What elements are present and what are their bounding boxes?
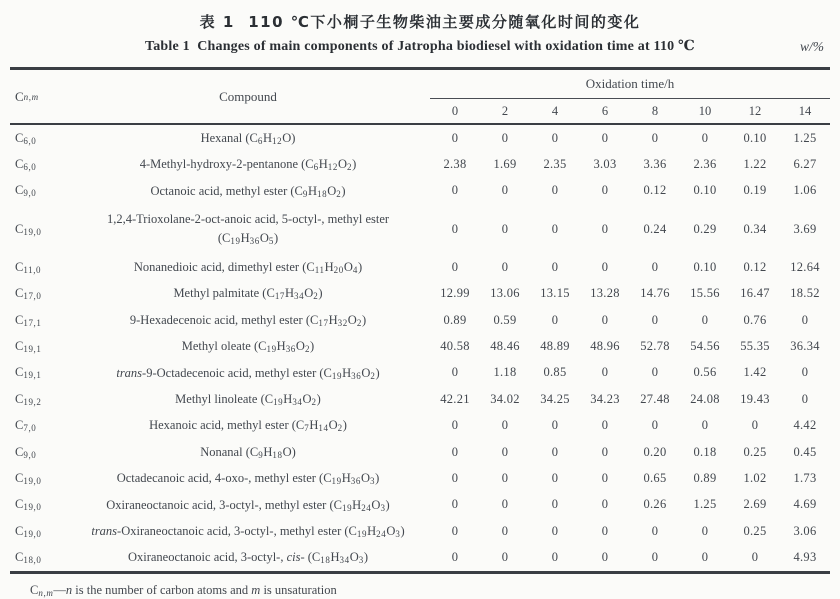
cell-value-8h: 0 <box>651 365 659 380</box>
cell-value-2h: 1.69 <box>493 157 517 172</box>
cell-value-0h: 0 <box>451 221 459 236</box>
cell-value-14h: 4.69 <box>793 497 817 512</box>
cell-value-4h: 0 <box>551 418 559 433</box>
cell-value-14h: 4.42 <box>793 418 817 433</box>
cell-compound: Nonanedioic acid, dimethyl ester $(C_{11}H_{20}O_4)$ <box>133 259 363 275</box>
cell-value-2h: 0 <box>501 470 509 485</box>
header-oxidation-time: Oxidation time/h <box>430 70 830 99</box>
cell-value-8h: 0.65 <box>643 470 667 485</box>
cell-value-0h: 0 <box>451 365 459 380</box>
cell-value-6h: 0 <box>601 444 609 459</box>
table-row <box>10 333 830 359</box>
cell-value-10h: 54.56 <box>690 339 720 354</box>
cell-value-0h: 0.89 <box>443 312 467 327</box>
cell-value-10h: 0 <box>701 523 709 538</box>
header-time-8: 8 <box>651 103 659 118</box>
header-oxidation-group <box>430 70 830 123</box>
cell-value-0h: 0 <box>451 418 459 433</box>
cell-value-2h: 0.59 <box>493 312 517 327</box>
cell-value-14h: 3.06 <box>793 523 817 538</box>
cell-value-14h: 18.52 <box>790 286 820 301</box>
cell-value-14h: 6.27 <box>793 157 817 172</box>
header-time-2: 2 <box>501 103 509 118</box>
cell-value-12h: 0.10 <box>743 130 767 145</box>
cell-value-10h: 0.56 <box>693 365 717 380</box>
cell-value-12h: 0.34 <box>743 221 767 236</box>
cell-value-4h: 0 <box>551 444 559 459</box>
table-row <box>10 386 830 412</box>
cell-value-12h: 19.43 <box>740 391 770 406</box>
cell-value-6h: 48.96 <box>590 339 620 354</box>
cell-value-8h: 0 <box>651 550 659 565</box>
cell-value-4h: 0 <box>551 470 559 485</box>
cell-value-0h: 0 <box>451 523 459 538</box>
cell-value-12h: 2.69 <box>743 497 767 512</box>
cell-value-10h: 0 <box>701 130 709 145</box>
cell-cnm: $C_{6,0}$ <box>15 130 37 146</box>
cell-cnm: $C_{19,1}$ <box>15 339 42 355</box>
cell-value-4h: 0 <box>551 130 559 145</box>
cell-value-12h: 0.25 <box>743 444 767 459</box>
table-row <box>10 204 830 254</box>
cell-value-10h: 24.08 <box>690 391 720 406</box>
cell-value-2h: 0 <box>501 550 509 565</box>
cell-cnm: $C_{19,0}$ <box>15 523 42 539</box>
table-row <box>10 413 830 439</box>
cell-value-8h: 0 <box>651 312 659 327</box>
cell-value-0h: 0 <box>451 470 459 485</box>
table-title-en: Table 1 Changes of main components of Jatropha biodiesel with oxidation time at 110 ℃ <box>144 39 696 54</box>
header-time-6: 6 <box>601 103 609 118</box>
cell-value-14h: 4.93 <box>793 550 817 565</box>
cell-value-12h: 1.42 <box>743 365 767 380</box>
cell-compound: Hexanal $(C_6H_{12}O)$ <box>200 130 296 146</box>
cell-value-6h: 0 <box>601 312 609 327</box>
cell-cnm: $C_{6,0}$ <box>15 157 37 173</box>
cell-value-4h: 13.15 <box>540 286 570 301</box>
cell-compound: Octadecanoic acid, 4-oxo-, methyl ester $(C_{19}H_{36}O_3)$ <box>116 471 380 487</box>
header-time-0: 0 <box>451 103 459 118</box>
cell-value-14h: 0 <box>801 365 809 380</box>
table-row <box>10 544 830 570</box>
cell-compound: 1,2,4-Trioxolane-2-oct-anoic acid, 5-octyl-, methyl ester $(C_{19}H_{36}O_5)$ <box>106 212 390 247</box>
cell-compound: Nonanal $(C_9H_{18}O)$ <box>200 444 296 460</box>
cell-value-8h: 0 <box>651 130 659 145</box>
cell-value-6h: 0 <box>601 365 609 380</box>
cell-value-10h: 15.56 <box>690 286 720 301</box>
cell-compound: 9-Hexadecenoic acid, methyl ester $(C_{17}H_{32}O_2)$ <box>129 312 367 328</box>
cell-value-14h: 1.06 <box>793 183 817 198</box>
header-time-10: 10 <box>698 103 712 118</box>
cell-value-0h: 2.38 <box>443 157 467 172</box>
cell-value-4h: 0 <box>551 497 559 512</box>
table-row <box>10 465 830 491</box>
cell-value-2h: 0 <box>501 221 509 236</box>
cell-value-8h: 0.12 <box>643 183 667 198</box>
cell-compound: Methyl palmitate $(C_{17}H_{34}O_2)$ <box>173 286 323 302</box>
cell-value-2h: 0 <box>501 130 509 145</box>
cell-value-4h: 0 <box>551 259 559 274</box>
cell-value-14h: 1.25 <box>793 130 817 145</box>
cell-value-2h: 13.06 <box>490 286 520 301</box>
cell-value-14h: 0 <box>801 312 809 327</box>
cell-cnm: $C_{18,0}$ <box>15 550 42 566</box>
cell-value-0h: 0 <box>451 259 459 274</box>
cell-value-12h: 1.22 <box>743 157 767 172</box>
cell-value-0h: 42.21 <box>440 391 470 406</box>
cell-value-2h: 34.02 <box>490 391 520 406</box>
cell-compound: Methyl linoleate $(C_{19}H_{34}O_2)$ <box>175 391 321 407</box>
cell-value-2h: 0 <box>501 259 509 274</box>
cell-value-12h: 16.47 <box>740 286 770 301</box>
cell-value-10h: 0 <box>701 312 709 327</box>
table-header <box>10 70 830 125</box>
cell-value-8h: 0 <box>651 523 659 538</box>
cell-value-14h: 36.34 <box>790 339 820 354</box>
cell-value-0h: 0 <box>451 497 459 512</box>
cell-value-4h: 34.25 <box>540 391 570 406</box>
cell-value-2h: 1.18 <box>493 365 517 380</box>
cell-value-10h: 0.10 <box>693 259 717 274</box>
cell-value-2h: 0 <box>501 444 509 459</box>
cell-value-6h: 0 <box>601 221 609 236</box>
data-table <box>10 67 830 574</box>
table-row <box>10 492 830 518</box>
header-time-4: 4 <box>551 103 559 118</box>
cell-value-14h: 12.64 <box>790 259 820 274</box>
header-time-14: 14 <box>798 103 812 118</box>
table-title-zh: 表 1 110 ℃下小桐子生物柴油主要成分随氧化时间的变化 <box>199 13 641 31</box>
cell-cnm: $C_{7,0}$ <box>15 418 37 434</box>
cell-value-10h: 0.89 <box>693 470 717 485</box>
cell-value-10h: 0 <box>701 550 709 565</box>
cell-value-0h: 12.99 <box>440 286 470 301</box>
cell-cnm: $C_{17,0}$ <box>15 286 42 302</box>
cell-cnm: $C_{19,0}$ <box>15 497 42 513</box>
cell-value-8h: 52.78 <box>640 339 670 354</box>
table-row <box>10 125 830 151</box>
cell-value-6h: 34.23 <box>590 391 620 406</box>
table-footnote: $C_{n,m}—n$ is the number of carbon atoms and m is unsaturation <box>30 582 337 598</box>
cell-value-0h: 40.58 <box>440 339 470 354</box>
cell-value-6h: 0 <box>601 470 609 485</box>
cell-value-14h: 0.45 <box>793 444 817 459</box>
cell-value-8h: 0 <box>651 259 659 274</box>
cell-cnm: $C_{19,1}$ <box>15 365 42 381</box>
cell-value-8h: 27.48 <box>640 391 670 406</box>
cell-value-12h: 0.19 <box>743 183 767 198</box>
cell-cnm: $C_{19,2}$ <box>15 391 42 407</box>
cell-value-6h: 0 <box>601 497 609 512</box>
cell-value-6h: 0 <box>601 550 609 565</box>
header-compound: Compound <box>219 88 277 104</box>
cell-compound: Oxiraneoctanoic acid, 3-octyl-, methyl ester $(C_{19}H_{24}O_3)$ <box>106 497 390 513</box>
cell-cnm: $C_{19,0}$ <box>15 221 42 237</box>
cell-value-2h: 0 <box>501 418 509 433</box>
cell-value-14h: 1.73 <box>793 470 817 485</box>
cell-value-4h: 2.35 <box>543 157 567 172</box>
cell-value-2h: 0 <box>501 523 509 538</box>
header-time-columns <box>430 99 830 123</box>
cell-value-10h: 0.29 <box>693 221 717 236</box>
cell-value-10h: 2.36 <box>693 157 717 172</box>
cell-value-0h: 0 <box>451 550 459 565</box>
cell-value-14h: 3.69 <box>793 221 817 236</box>
cell-compound: Oxiraneoctanoic acid, 3-octyl-, cis- $(C_{18}H_{34}O_3)$ <box>127 550 369 566</box>
cell-value-4h: 0 <box>551 312 559 327</box>
cell-value-12h: 1.02 <box>743 470 767 485</box>
header-time-12: 12 <box>748 103 762 118</box>
cell-value-4h: 0 <box>551 183 559 198</box>
cell-value-12h: 0 <box>751 550 759 565</box>
cell-value-0h: 0 <box>451 130 459 145</box>
table-row <box>10 281 830 307</box>
cell-cnm: $C_{17,1}$ <box>15 312 42 328</box>
cell-value-0h: 0 <box>451 183 459 198</box>
cell-value-10h: 0 <box>701 418 709 433</box>
cell-compound: Methyl oleate $(C_{19}H_{36}O_2)$ <box>181 339 315 355</box>
cell-value-6h: 0 <box>601 523 609 538</box>
table-row <box>10 360 830 386</box>
cell-value-8h: 14.76 <box>640 286 670 301</box>
unit-label: w/% <box>799 39 824 54</box>
table-row <box>10 151 830 177</box>
cell-value-12h: 55.35 <box>740 339 770 354</box>
table-row <box>10 307 830 333</box>
table-row <box>10 254 830 280</box>
cell-value-2h: 0 <box>501 183 509 198</box>
cell-value-10h: 0.18 <box>693 444 717 459</box>
cell-value-10h: 1.25 <box>693 497 717 512</box>
cell-cnm: $C_{9,0}$ <box>15 444 37 460</box>
cell-cnm: $C_{9,0}$ <box>15 183 37 199</box>
cell-cnm: $C_{19,0}$ <box>15 470 42 486</box>
cell-value-4h: 48.89 <box>540 339 570 354</box>
cell-value-12h: 0 <box>751 418 759 433</box>
cell-value-0h: 0 <box>451 444 459 459</box>
cell-compound: trans-9-Octadecenoic acid, methyl ester $(C_{19}H_{36}O_2)$ <box>116 365 380 381</box>
cell-compound: 4-Methyl-hydroxy-2-pentanone $(C_6H_{12}O_2)$ <box>139 157 357 173</box>
cell-value-8h: 0.24 <box>643 221 667 236</box>
cell-value-6h: 0 <box>601 183 609 198</box>
cell-value-12h: 0.12 <box>743 259 767 274</box>
cell-value-8h: 0 <box>651 418 659 433</box>
table-row <box>10 518 830 544</box>
header-cnm: C n,m <box>15 88 39 104</box>
cell-value-8h: 0.26 <box>643 497 667 512</box>
cell-value-12h: 0.25 <box>743 523 767 538</box>
cell-value-6h: 3.03 <box>593 157 617 172</box>
table-title-row <box>0 38 840 58</box>
cell-value-8h: 0.20 <box>643 444 667 459</box>
cell-value-6h: 13.28 <box>590 286 620 301</box>
cell-value-12h: 0.76 <box>743 312 767 327</box>
table-row <box>10 439 830 465</box>
cell-compound: Octanoic acid, methyl ester $(C_9H_{18}O_2)$ <box>150 183 346 199</box>
cell-value-2h: 48.46 <box>490 339 520 354</box>
cell-value-4h: 0 <box>551 523 559 538</box>
cell-value-6h: 0 <box>601 130 609 145</box>
table-body <box>10 125 830 571</box>
cell-value-4h: 0.85 <box>543 365 567 380</box>
table-row <box>10 178 830 204</box>
cell-value-4h: 0 <box>551 550 559 565</box>
cell-value-8h: 3.36 <box>643 157 667 172</box>
cell-value-4h: 0 <box>551 221 559 236</box>
cell-cnm: $C_{11,0}$ <box>15 259 42 275</box>
cell-value-6h: 0 <box>601 259 609 274</box>
cell-value-2h: 0 <box>501 497 509 512</box>
cell-compound: Hexanoic acid, methyl ester $(C_7H_{14}O_2)$ <box>149 418 347 434</box>
cell-value-10h: 0.10 <box>693 183 717 198</box>
cell-compound: trans-Oxiraneoctanoic acid, 3-octyl-, methyl ester $(C_{19}H_{24}O_3)$ <box>91 523 405 539</box>
cell-value-14h: 0 <box>801 391 809 406</box>
cell-value-6h: 0 <box>601 418 609 433</box>
